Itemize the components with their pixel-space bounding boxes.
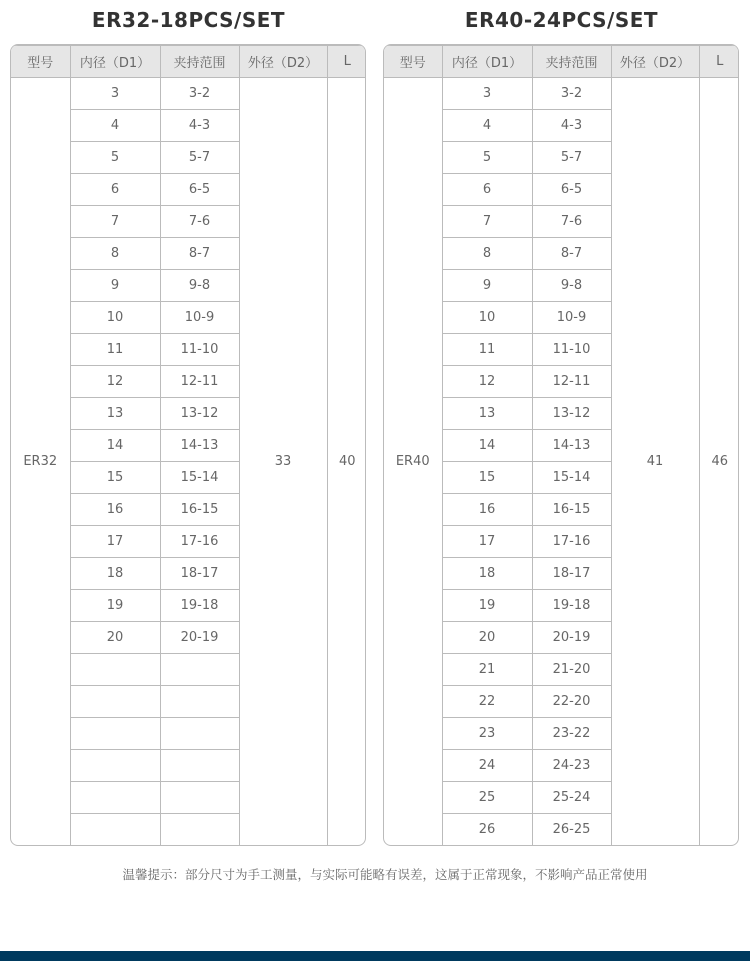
inner-diameter-cell	[70, 750, 160, 782]
clamping-range-cell: 17-16	[160, 526, 239, 558]
inner-diameter-cell: 26	[442, 814, 532, 846]
inner-diameter-cell: 5	[70, 142, 160, 174]
clamping-range-cell: 14-13	[160, 430, 239, 462]
inner-diameter-cell: 7	[70, 206, 160, 238]
inner-diameter-cell	[70, 654, 160, 686]
inner-diameter-cell: 25	[442, 782, 532, 814]
clamping-range-cell	[160, 814, 239, 846]
inner-diameter-cell: 18	[442, 558, 532, 590]
clamping-range-cell: 4-3	[532, 110, 611, 142]
inner-diameter-cell: 11	[70, 334, 160, 366]
clamping-range-cell: 26-25	[532, 814, 611, 846]
clamping-range-cell: 15-14	[160, 462, 239, 494]
length-cell: 46	[699, 78, 739, 846]
clamping-range-cell: 18-17	[532, 558, 611, 590]
clamping-range-cell	[160, 782, 239, 814]
inner-diameter-cell: 14	[70, 430, 160, 462]
clamping-range-cell: 11-10	[160, 334, 239, 366]
inner-diameter-cell: 21	[442, 654, 532, 686]
inner-diameter-cell: 7	[442, 206, 532, 238]
inner-diameter-cell	[70, 686, 160, 718]
inner-diameter-cell: 10	[70, 302, 160, 334]
column-header: 内径（D1）	[70, 46, 160, 78]
table-row	[384, 78, 739, 110]
spec-table-er32	[10, 44, 366, 846]
inner-diameter-cell: 19	[442, 590, 532, 622]
inner-diameter-cell: 9	[70, 270, 160, 302]
clamping-range-cell: 23-22	[532, 718, 611, 750]
inner-diameter-cell: 17	[442, 526, 532, 558]
header-row	[11, 46, 366, 78]
column-header: L	[327, 46, 366, 78]
table-title-er40: ER40-24PCS/SET	[464, 8, 659, 32]
clamping-range-cell: 5-7	[160, 142, 239, 174]
inner-diameter-cell: 23	[442, 718, 532, 750]
clamping-range-cell: 10-9	[160, 302, 239, 334]
inner-diameter-cell	[70, 782, 160, 814]
outer-diameter-cell: 33	[239, 78, 327, 846]
clamping-range-cell: 9-8	[532, 270, 611, 302]
clamping-range-cell: 15-14	[532, 462, 611, 494]
inner-diameter-cell: 13	[442, 398, 532, 430]
inner-diameter-cell: 12	[70, 366, 160, 398]
inner-diameter-cell: 20	[442, 622, 532, 654]
column-header: 型号	[384, 46, 442, 78]
inner-diameter-cell: 12	[442, 366, 532, 398]
column-header: 外径（D2）	[611, 46, 699, 78]
inner-diameter-cell: 19	[70, 590, 160, 622]
clamping-range-cell: 12-11	[160, 366, 239, 398]
column-header: 夹持范围	[160, 46, 239, 78]
disclaimer-note: 温馨提示：部分尺寸为手工测量，与实际可能略有误差，这属于正常现象，不影响产品正常使用	[122, 867, 648, 882]
clamping-range-cell: 12-11	[532, 366, 611, 398]
clamping-range-cell	[160, 654, 239, 686]
clamping-range-cell	[160, 686, 239, 718]
inner-diameter-cell: 22	[442, 686, 532, 718]
inner-diameter-cell	[70, 814, 160, 846]
inner-diameter-cell: 16	[442, 494, 532, 526]
inner-diameter-cell: 4	[70, 110, 160, 142]
inner-diameter-cell: 3	[442, 78, 532, 110]
inner-diameter-cell: 15	[442, 462, 532, 494]
header-row	[384, 46, 739, 78]
clamping-range-cell: 16-15	[160, 494, 239, 526]
clamping-range-cell: 13-12	[532, 398, 611, 430]
clamping-range-cell: 22-20	[532, 686, 611, 718]
clamping-range-cell: 3-2	[160, 78, 239, 110]
inner-diameter-cell: 18	[70, 558, 160, 590]
column-header: 夹持范围	[532, 46, 611, 78]
footer-bar	[0, 951, 750, 961]
inner-diameter-cell: 4	[442, 110, 532, 142]
clamping-range-cell: 21-20	[532, 654, 611, 686]
inner-diameter-cell: 9	[442, 270, 532, 302]
spec-table-er40	[383, 44, 739, 846]
clamping-range-cell: 24-23	[532, 750, 611, 782]
clamping-range-cell: 8-7	[532, 238, 611, 270]
clamping-range-cell: 14-13	[532, 430, 611, 462]
clamping-range-cell	[160, 718, 239, 750]
inner-diameter-cell: 13	[70, 398, 160, 430]
column-header: 内径（D1）	[442, 46, 532, 78]
inner-diameter-cell: 15	[70, 462, 160, 494]
clamping-range-cell: 10-9	[532, 302, 611, 334]
clamping-range-cell: 20-19	[532, 622, 611, 654]
inner-diameter-cell: 6	[70, 174, 160, 206]
inner-diameter-cell: 16	[70, 494, 160, 526]
inner-diameter-cell	[70, 718, 160, 750]
clamping-range-cell: 25-24	[532, 782, 611, 814]
model-cell: ER40	[384, 78, 442, 846]
clamping-range-cell: 6-5	[160, 174, 239, 206]
clamping-range-cell: 19-18	[160, 590, 239, 622]
table-title-er32: ER32-18PCS/SET	[91, 8, 286, 32]
clamping-range-cell: 20-19	[160, 622, 239, 654]
clamping-range-cell: 9-8	[160, 270, 239, 302]
inner-diameter-cell: 5	[442, 142, 532, 174]
clamping-range-cell: 16-15	[532, 494, 611, 526]
table-row	[11, 78, 366, 110]
column-header: 外径（D2）	[239, 46, 327, 78]
column-header: L	[699, 46, 739, 78]
clamping-range-cell: 5-7	[532, 142, 611, 174]
clamping-range-cell: 4-3	[160, 110, 239, 142]
clamping-range-cell: 13-12	[160, 398, 239, 430]
column-header: 型号	[11, 46, 70, 78]
clamping-range-cell: 11-10	[532, 334, 611, 366]
inner-diameter-cell: 14	[442, 430, 532, 462]
clamping-range-cell: 19-18	[532, 590, 611, 622]
inner-diameter-cell: 8	[442, 238, 532, 270]
inner-diameter-cell: 8	[70, 238, 160, 270]
clamping-range-cell: 3-2	[532, 78, 611, 110]
outer-diameter-cell: 41	[611, 78, 699, 846]
inner-diameter-cell: 10	[442, 302, 532, 334]
inner-diameter-cell: 6	[442, 174, 532, 206]
clamping-range-cell: 17-16	[532, 526, 611, 558]
inner-diameter-cell: 20	[70, 622, 160, 654]
clamping-range-cell: 7-6	[160, 206, 239, 238]
clamping-range-cell	[160, 750, 239, 782]
clamping-range-cell: 8-7	[160, 238, 239, 270]
clamping-range-cell: 7-6	[532, 206, 611, 238]
inner-diameter-cell: 11	[442, 334, 532, 366]
inner-diameter-cell: 24	[442, 750, 532, 782]
clamping-range-cell: 6-5	[532, 174, 611, 206]
clamping-range-cell: 18-17	[160, 558, 239, 590]
inner-diameter-cell: 3	[70, 78, 160, 110]
inner-diameter-cell: 17	[70, 526, 160, 558]
model-cell: ER32	[11, 78, 70, 846]
length-cell: 40	[327, 78, 366, 846]
